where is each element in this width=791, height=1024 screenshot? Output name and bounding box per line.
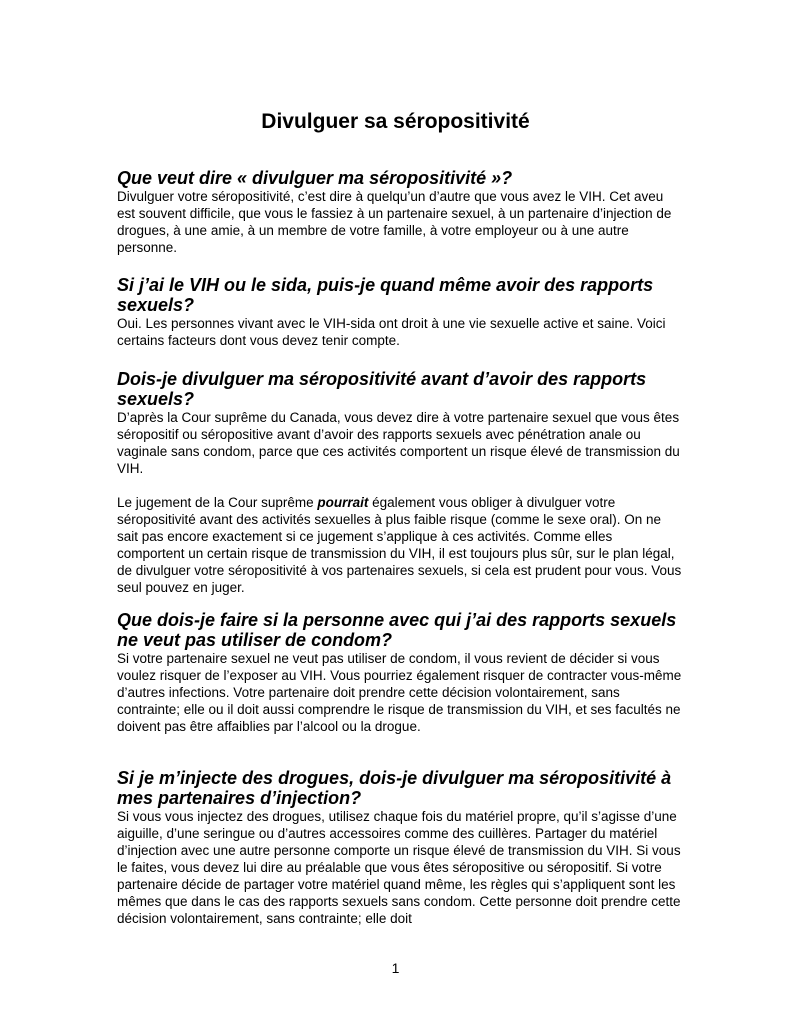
section-heading: Si je m’injecte des drogues, dois-je divulguer ma séropositivité à mes partenaires d’injection?: [117, 768, 672, 808]
section-paragraph: Oui. Les personnes vivant avec le VIH-sida ont droit à une vie sexuelle active et saine. Voici certains facteurs dont vous devez tenir compte.: [117, 316, 666, 348]
paragraph-text-after: également vous obliger à divulguer votre séropositivité avant des activités sexuelles à plus faible risque (comme le sexe oral). On ne sait pas encore exactement si ce jugement s’applique à ces activités. Comme elles comportent un certain risque de transmission du VIH, il est toujours plus sûr, sur le plan légal, de divulguer votre séropositivité à vos partenaires sexuels, si cela est prudent pour vous. Vous seul pouvez en juger.: [117, 495, 682, 595]
section-paragraph: Divulguer votre séropositivité, c’est dire à quelqu’un d’autre que vous avez le VIH. Cet aveu est souvent difficile, que vous le fassiez à un partenaire sexuel, à un partenaire d’injection de drogues, à une amie, à un membre de votre famille, à votre employeur ou à une autre personne.: [117, 189, 672, 255]
section-injection-partners: [117, 768, 682, 927]
emphasis-pourrait: pourrait: [317, 495, 369, 510]
page-title: Divulguer sa séropositivité: [261, 110, 530, 133]
page-number: 1: [391, 960, 400, 976]
section-no-condom: [117, 610, 682, 735]
section-sex-with-hiv: [117, 275, 682, 349]
section-paragraph: Si vous vous injectez des drogues, utilisez chaque fois du matériel propre, qu’il s’agisse d’une aiguille, d’une seringue ou d’autres accessoires comme des cuillères. Partager du matériel d’injection avec une autre personne comporte un risque élevé de transmission du VIH. Si vous le faites, vous devez lui dire au préalable que vous êtes séropositive ou séropositif. Si votre partenaire décide de partager votre matériel quand même, les règles qui s’appliquent sont les mêmes que dans le cas des rapports sexuels sans condom. Cette personne doit prendre cette décision volontairement, sans contrainte; elle doit: [117, 809, 681, 926]
section-what-is-disclosure: [117, 168, 682, 256]
section-disclose-before-sex: [117, 369, 682, 596]
section-paragraph: D’après la Cour suprême du Canada, vous devez dire à votre partenaire sexuel que vous êtes séropositif ou séropositive avant d’avoir des rapports sexuels avec pénétration anale ou vaginale sans condom, parce que ces activités comportent un risque élevé de transmission du VIH.: [117, 410, 680, 476]
section-paragraph-supreme-court: [117, 494, 682, 596]
section-heading: Que dois-je faire si la personne avec qui j’ai des rapports sexuels ne veut pas utiliser de condom?: [117, 610, 677, 650]
section-heading: Que veut dire « divulguer ma séropositivité »?: [117, 168, 513, 188]
paragraph-text-before: Le jugement de la Cour suprême: [117, 495, 318, 510]
section-heading: Dois-je divulguer ma séropositivité avant d’avoir des rapports sexuels?: [117, 369, 647, 409]
section-heading: Si j’ai le VIH ou le sida, puis-je quand même avoir des rapports sexuels?: [117, 275, 654, 315]
section-paragraph: Si votre partenaire sexuel ne veut pas utiliser de condom, il vous revient de décider si vous voulez risquer de l’exposer au VIH. Vous pourriez également risquer de contracter vous-même d’autres infections. Votre partenaire doit prendre cette décision volontairement, sans contrainte; elle ou il doit aussi comprendre le risque de transmission du VIH, et ses facultés ne doivent pas être affaiblies par l’alcool ou la drogue.: [117, 651, 682, 734]
